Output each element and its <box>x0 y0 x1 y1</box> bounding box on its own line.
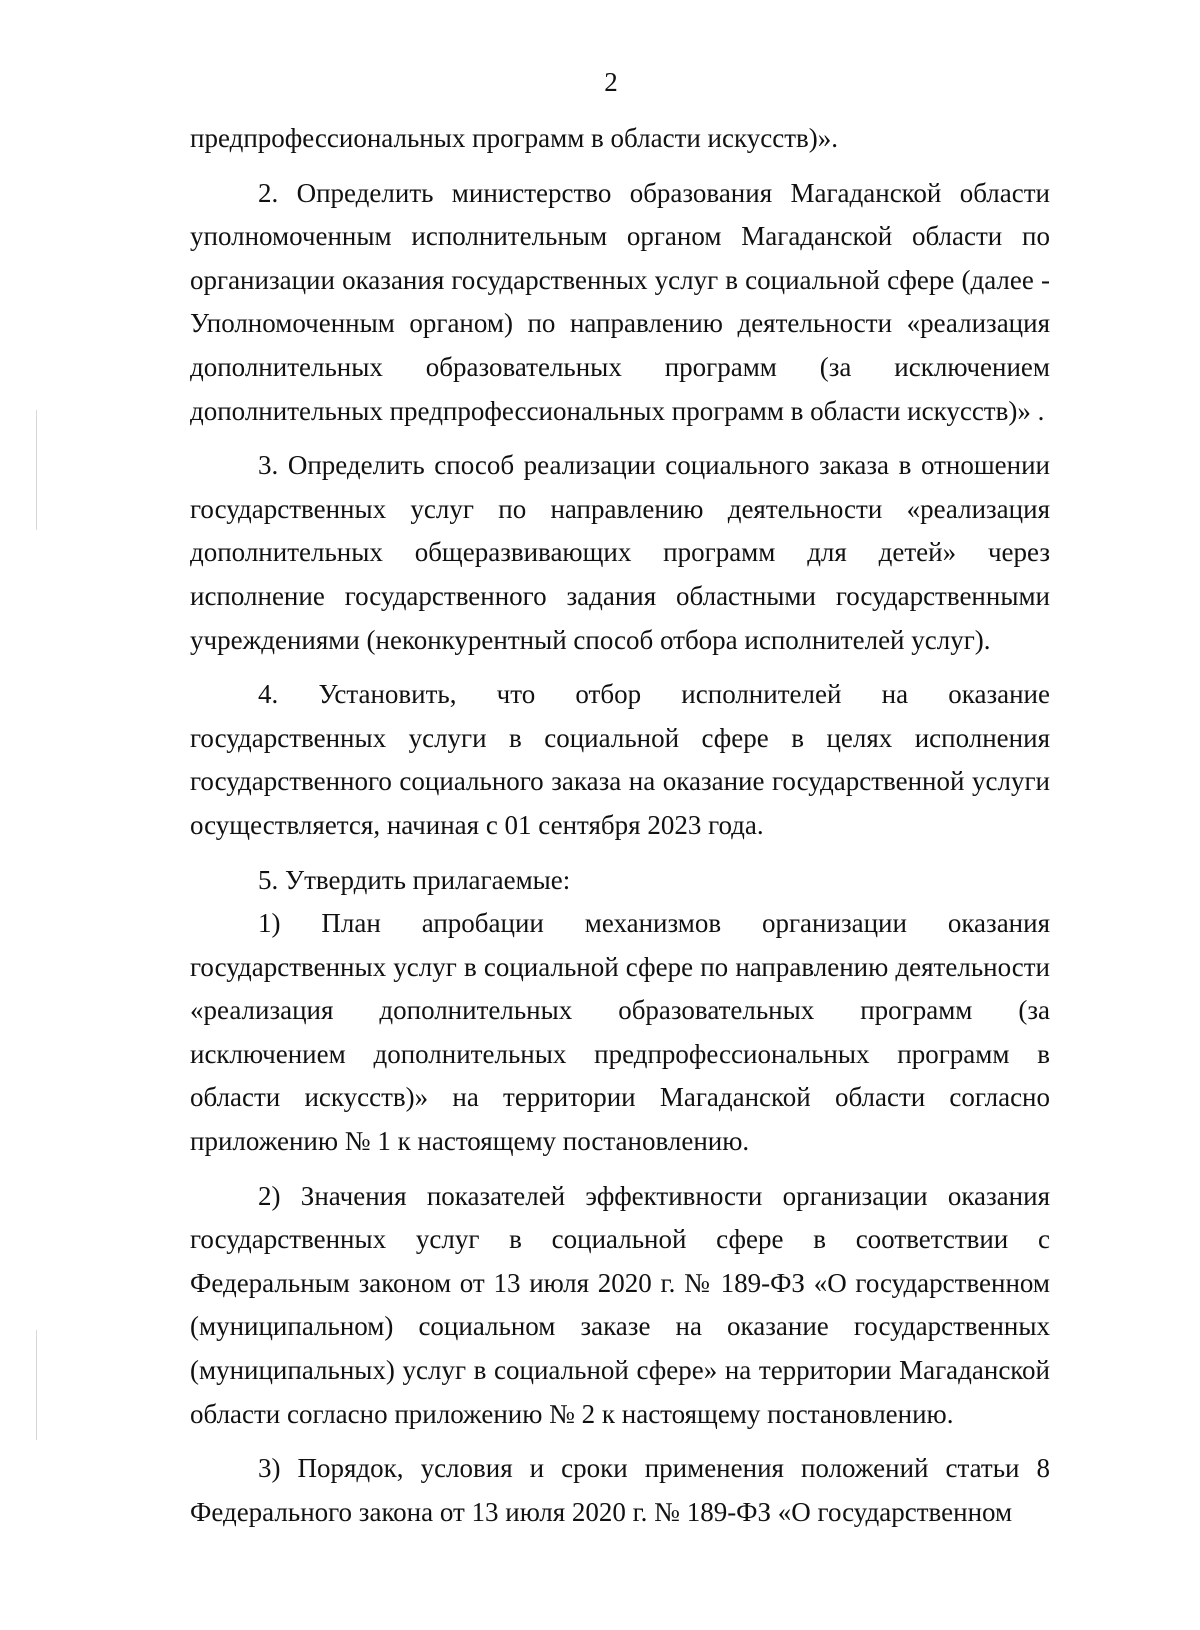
page-number: 2 <box>604 67 618 97</box>
paragraph-item-2: 2. Определить министерство образования Магаданской области уполномоченным исполнительным органом Магаданской области по организации оказания государственных услуг в социальной сфере (далее - Уполномоченным органом) по направлению деятельности «реализация дополнительных образовательных программ (за исключением дополнительных предпрофессиональных программ в области искусств)» . <box>190 177 1050 426</box>
paragraph-item-3: 3. Определить способ реализации социального заказа в отношении государственных услуг по направлению деятельности «реализация дополнительных общеразвивающих программ для детей» через исполнение государственного задания областными государственными учреждениями (неконкурентный способ отбора исполнителей услуг). <box>190 450 1050 655</box>
paragraph-item-5: 5. Утвердить прилагаемые: <box>258 864 571 895</box>
paragraph-subitem-2: 2) Значения показателей эффективности организации оказания государственных услуг в социальной сфере в соответствии с Федеральным законом от 13 июля 2020 г. № 189-ФЗ «О государственном (муниципальном) социальном заказе на оказание государственных (муниципальных) услуг в социальной сфере» на территории Магаданской области согласно приложению № 2 к настоящему постановлению. <box>190 1180 1050 1429</box>
paragraph-item-4: 4. Установить, что отбор исполнителей на оказание государственных услуги в социальной сфере в целях исполнения государственного социального заказа на оказание государственной услуги осуществляется, начиная с 01 сентября 2023 года. <box>190 679 1050 840</box>
paragraph-continuation: предпрофессиональных программ в области искусств)». <box>190 123 838 153</box>
document-body <box>190 117 1050 1534</box>
paragraph-subitem-1: 1) План апробации механизмов организации оказания государственных услуг в социальной сфере по направлению деятельности «реализация дополнительных образовательных программ (за исключением дополнительных предпрофессиональных программ в области искусств)» на территории Магаданской области согласно приложению № 1 к настоящему постановлению. <box>190 908 1050 1157</box>
scan-margin-mark <box>36 1330 37 1440</box>
paragraph-subitem-3: 3) Порядок, условия и сроки применения положений статьи 8 Федерального закона от 13 июля 2020 г. № 189-ФЗ «О государственном <box>190 1453 1050 1527</box>
scan-margin-mark <box>36 410 37 530</box>
